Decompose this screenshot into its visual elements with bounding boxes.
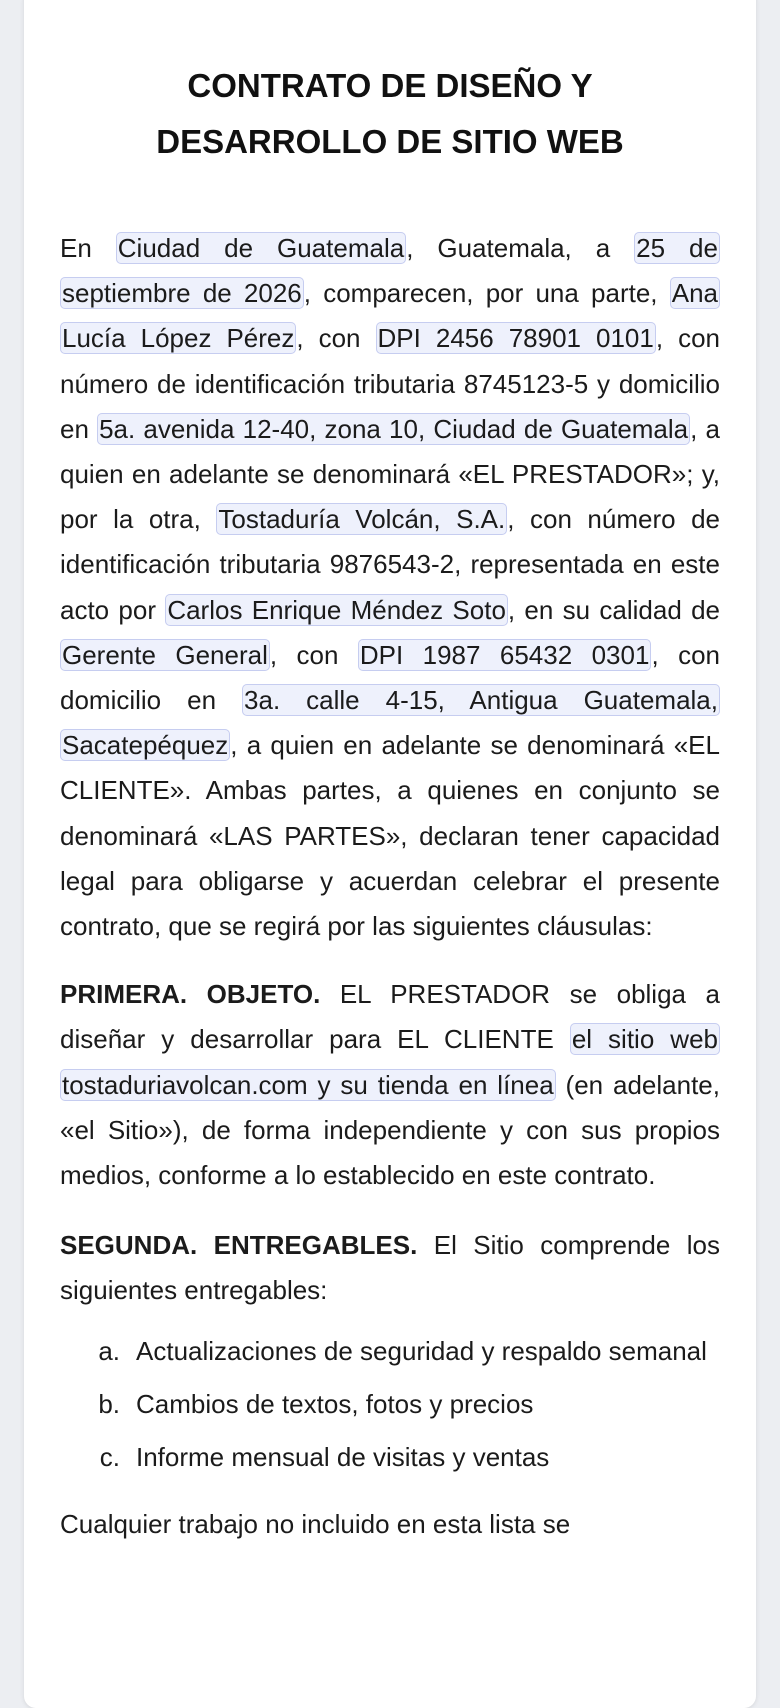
- field-object: el sitio web tostaduriavolcan.com y su tienda en línea: [62, 1024, 718, 1100]
- field-provider-address: 5a. avenida 12-40, zona 10, Ciudad de Guatemala: [99, 413, 689, 444]
- clause-heading: PRIMERA. OBJETO.: [60, 979, 321, 1010]
- list-item-text: Actualizaciones de seguridad y respaldo semanal: [136, 1335, 707, 1366]
- list-item-letter: a.: [98, 1335, 120, 1366]
- contract-page: [24, 0, 756, 1708]
- intro-text: , con: [296, 323, 376, 354]
- intro-text: , a quien en adelante se denominará «EL CLIENTE». Ambas partes, a quienes en conjunto se denominará «LAS PARTES», declaran tener capacidad legal para obligarse y acuerdan celebrar el presente contrato, que se regirá por las siguientes cláusulas:: [60, 730, 720, 942]
- title-line-2: DESARROLLO DE SITIO WEB: [156, 123, 624, 160]
- field-date: 25 de septiembre de 2026: [62, 233, 718, 309]
- list-item-text: Cambios de textos, fotos y precios: [136, 1388, 534, 1419]
- list-item: [60, 1382, 720, 1427]
- clause-first: [60, 972, 720, 1198]
- list-item-text: Informe mensual de visitas y ventas: [136, 1442, 550, 1473]
- field-provider-dpi: DPI 2456 78901 0101: [377, 323, 654, 354]
- list-item-letter: c.: [99, 1442, 120, 1473]
- contract-title: [60, 58, 720, 170]
- list-item: [60, 1329, 720, 1374]
- intro-text: , con: [269, 639, 358, 670]
- clause-heading: SEGUNDA. ENTREGABLES.: [60, 1230, 418, 1261]
- field-client-dpi: DPI 1987 65432 0301: [359, 639, 650, 670]
- clause-text: (en adelante, «el Sitio»), de forma independiente y con sus propios medios, conforme a lo establecido en este contrato.: [60, 1069, 720, 1191]
- list-item: [60, 1435, 720, 1480]
- field-client-company: Tostaduría Volcán, S.A.: [218, 504, 506, 535]
- field-client-rep: Carlos Enrique Méndez Soto: [167, 594, 506, 625]
- deliverables-list: [60, 1329, 720, 1481]
- field-city: Ciudad de Guatemala: [117, 233, 405, 263]
- closing-paragraph: Cualquier trabajo no incluido en esta lista se: [60, 1509, 571, 1540]
- intro-text: , con número de identificación tributaria 9876543-2, representada en este acto por: [60, 504, 721, 625]
- field-client-address: 3a. calle 4-15, Antigua Guatemala, Sacatepéquez: [62, 685, 718, 761]
- clause-text: El Sitio comprende los siguientes entregables:: [60, 1230, 720, 1306]
- intro-text: , con domicilio en: [60, 639, 720, 716]
- intro-text: , en su calidad de: [507, 594, 721, 625]
- clause-text: EL PRESTADOR se obliga a diseñar y desarrollar para EL CLIENTE: [60, 979, 720, 1055]
- intro-text: , con número de identificación tributaria 8745123-5 y domicilio en: [60, 323, 721, 444]
- intro-text: , comparecen, por una parte,: [303, 278, 670, 309]
- intro-paragraph: [60, 226, 720, 949]
- field-client-role: Gerente General: [62, 639, 268, 670]
- list-item-letter: b.: [98, 1388, 120, 1419]
- title-line-1: CONTRATO DE DISEÑO Y: [187, 67, 593, 104]
- intro-text: , Guatemala, a: [406, 233, 635, 263]
- field-provider-name: Ana Lucía López Pérez: [62, 278, 718, 354]
- intro-text: , a quien en adelante se denominará «EL PRESTADOR»; y, por la otra,: [60, 413, 720, 535]
- clause-second: [60, 1223, 720, 1313]
- intro-text: En: [60, 233, 116, 263]
